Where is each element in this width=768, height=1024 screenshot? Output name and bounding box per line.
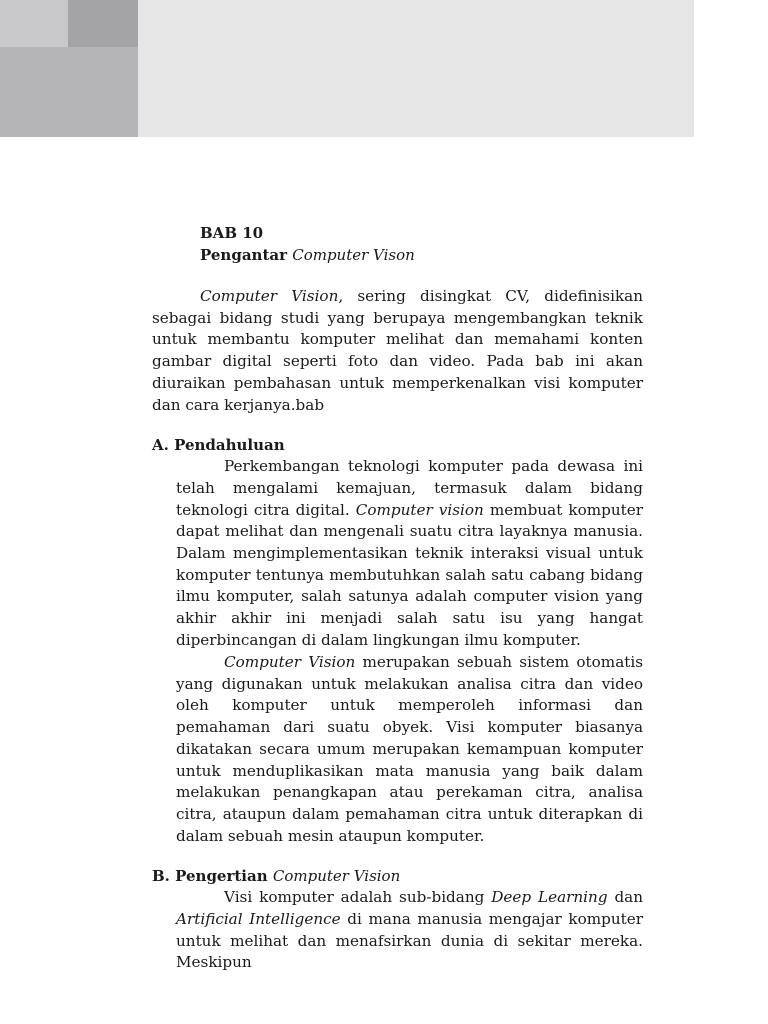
section-a-p2-term: Computer Vision — [224, 653, 356, 672]
section-a-paragraph-1 — [152, 456, 643, 651]
intro-term: Computer Vision — [200, 287, 339, 305]
intro-paragraph — [152, 286, 643, 416]
section-a-p1-text-1: Perkembangan teknologi komputer pada dewasa ini telah mengalami kemajuan, termasuk dalam bidang teknologi citra digital. — [176, 457, 643, 519]
chapter-number: BAB 10 — [200, 224, 264, 242]
section-a-p2-text: merupakan sebuah sistem otomatis yang digunakan untuk melakukan analisa citra dan video oleh komputer untuk memperoleh informasi dan pemahaman dari suatu obyek. Visi komputer biasanya dikatakan secara umum merupakan kemampuan komputer untuk menduplikasikan mata manusia yang baik dalam melakukan penangkapan atau perekaman citra, analisa citra, ataupun dalam pemahaman citra untuk diterapkan di dalam sebuah mesin ataupun komputer. — [176, 653, 643, 845]
banner-square-dark — [68, 0, 138, 47]
section-b — [152, 865, 643, 974]
section-b-heading — [152, 865, 643, 887]
section-b-p1-term-1: Deep Learning — [491, 888, 608, 907]
chapter-title-italic: Computer Vison — [292, 246, 415, 264]
section-a-paragraph-2 — [152, 652, 643, 847]
section-b-paragraph-1 — [152, 887, 643, 974]
section-a — [152, 434, 643, 847]
section-a-p1-text-2: membuat komputer dapat melihat dan mengenali suatu citra layaknya manusia. Dalam mengimplementasikan teknik interaksi visual untuk komputer tentunya membutuhkan salah satu cabang bidang ilmu komputer, salah satunya adalah computer vision yang akhir akhir ini menjadi salah satu isu yang hangat diperbincangan di dalam lingkungan ilmu komputer. — [176, 500, 643, 649]
section-b-p1-term-2: Artificial Intelligence — [176, 910, 341, 929]
section-b-p1-text-3: di mana manusia mengajar komputer untuk melihat dan menafsirkan dunia di sekitar mereka. Meskipun — [176, 910, 643, 972]
page-content — [152, 222, 643, 974]
chapter-title — [152, 244, 643, 266]
banner-square-mid — [0, 47, 138, 137]
section-b-heading-prefix: B. Pengertian — [152, 867, 273, 886]
section-a-heading: A. Pendahuluan — [152, 436, 285, 455]
section-b-p1-text-2: dan — [607, 888, 644, 907]
section-b-p1-text-1: Visi komputer adalah sub-bidang — [224, 888, 492, 907]
section-b-heading-italic: Computer Vision — [272, 867, 401, 886]
chapter-title-prefix: Pengantar — [200, 246, 293, 264]
section-a-p1-term: Computer vision — [355, 500, 484, 519]
intro-text: , sering disingkat CV, didefinisikan sebagai bidang studi yang berupaya mengembangkan teknik untuk membantu komputer melihat dan memahami konten gambar digital seperti foto dan video. Pada bab ini akan diuraikan pembahasan untuk memperkenalkan visi komputer dan cara kerjanya.bab — [152, 287, 643, 414]
